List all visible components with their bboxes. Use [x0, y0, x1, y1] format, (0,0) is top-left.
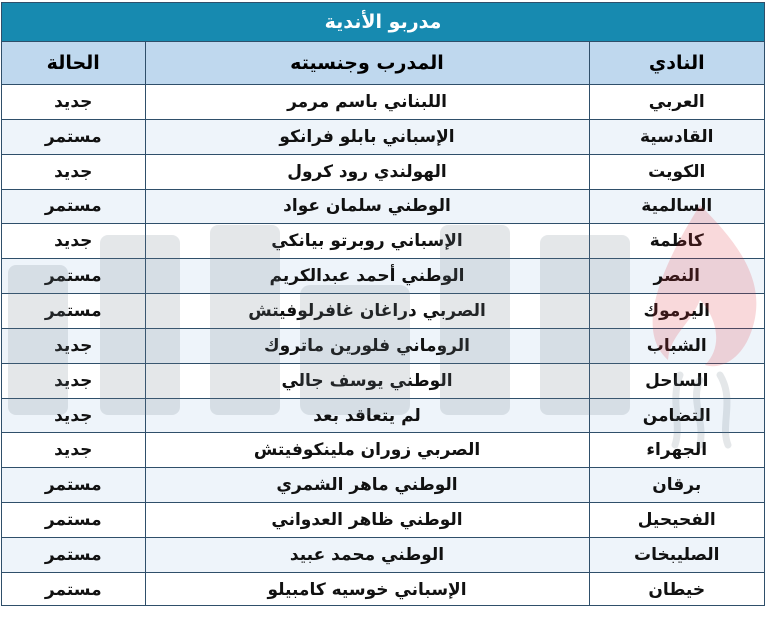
- cell-club: الساحل: [589, 363, 764, 398]
- cell-status: جديد: [2, 363, 145, 398]
- cell-club: الفحيحيل: [589, 503, 764, 538]
- table-row: [2, 537, 764, 572]
- cell-status: مستمر: [2, 537, 145, 572]
- header-row: [2, 42, 764, 85]
- cell-club: النصر: [589, 259, 764, 294]
- coaches-table: [2, 42, 764, 606]
- table-row: [2, 398, 764, 433]
- cell-status: جديد: [2, 328, 145, 363]
- cell-coach: الإسباني خوسيه كامبيلو: [145, 572, 589, 606]
- cell-status: مستمر: [2, 572, 145, 606]
- cell-coach: الوطني ماهر الشمري: [145, 468, 589, 503]
- cell-club: كاظمة: [589, 224, 764, 259]
- table-row: [2, 572, 764, 606]
- cell-club: برقان: [589, 468, 764, 503]
- table-row: [2, 294, 764, 329]
- table-row: [2, 259, 764, 294]
- cell-club: السالمية: [589, 189, 764, 224]
- table-row: [2, 468, 764, 503]
- cell-club: الصليبخات: [589, 537, 764, 572]
- coaches-table-container: [1, 2, 765, 606]
- cell-coach: الوطني سلمان عواد: [145, 189, 589, 224]
- cell-coach: اللبناني باسم مرمر: [145, 85, 589, 120]
- cell-status: جديد: [2, 85, 145, 120]
- table-row: [2, 119, 764, 154]
- cell-coach: الوطني ظاهر العدواني: [145, 503, 589, 538]
- header-status: الحالة: [2, 42, 145, 85]
- table-row: [2, 154, 764, 189]
- header-coach: المدرب وجنسيته: [145, 42, 589, 85]
- cell-status: مستمر: [2, 294, 145, 329]
- cell-coach: لم يتعاقد بعد: [145, 398, 589, 433]
- cell-status: جديد: [2, 154, 145, 189]
- cell-coach: الصربي زوران ملينكوفيتش: [145, 433, 589, 468]
- cell-status: جديد: [2, 224, 145, 259]
- table-row: [2, 224, 764, 259]
- cell-status: مستمر: [2, 259, 145, 294]
- cell-club: التضامن: [589, 398, 764, 433]
- cell-club: القادسية: [589, 119, 764, 154]
- cell-status: جديد: [2, 398, 145, 433]
- cell-status: مستمر: [2, 189, 145, 224]
- cell-club: الشباب: [589, 328, 764, 363]
- table-row: [2, 85, 764, 120]
- cell-club: الجهراء: [589, 433, 764, 468]
- cell-coach: الهولندي رود كرول: [145, 154, 589, 189]
- cell-coach: الوطني أحمد عبدالكريم: [145, 259, 589, 294]
- cell-coach: الإسباني بابلو فرانكو: [145, 119, 589, 154]
- cell-club: العربي: [589, 85, 764, 120]
- cell-coach: الإسباني روبرتو بيانكي: [145, 224, 589, 259]
- cell-club: اليرموك: [589, 294, 764, 329]
- cell-coach: الروماني فلورين ماتروك: [145, 328, 589, 363]
- cell-status: جديد: [2, 433, 145, 468]
- cell-coach: الصربي دراغان غافرلوفيتش: [145, 294, 589, 329]
- table-row: [2, 328, 764, 363]
- table-title: مدربو الأندية: [2, 3, 764, 42]
- cell-status: مستمر: [2, 503, 145, 538]
- cell-status: مستمر: [2, 468, 145, 503]
- header-club: النادي: [589, 42, 764, 85]
- cell-status: مستمر: [2, 119, 145, 154]
- table-row: [2, 363, 764, 398]
- cell-coach: الوطني يوسف جالي: [145, 363, 589, 398]
- table-row: [2, 503, 764, 538]
- cell-coach: الوطني محمد عبيد: [145, 537, 589, 572]
- table-row: [2, 189, 764, 224]
- cell-club: الكويت: [589, 154, 764, 189]
- cell-club: خيطان: [589, 572, 764, 606]
- table-row: [2, 433, 764, 468]
